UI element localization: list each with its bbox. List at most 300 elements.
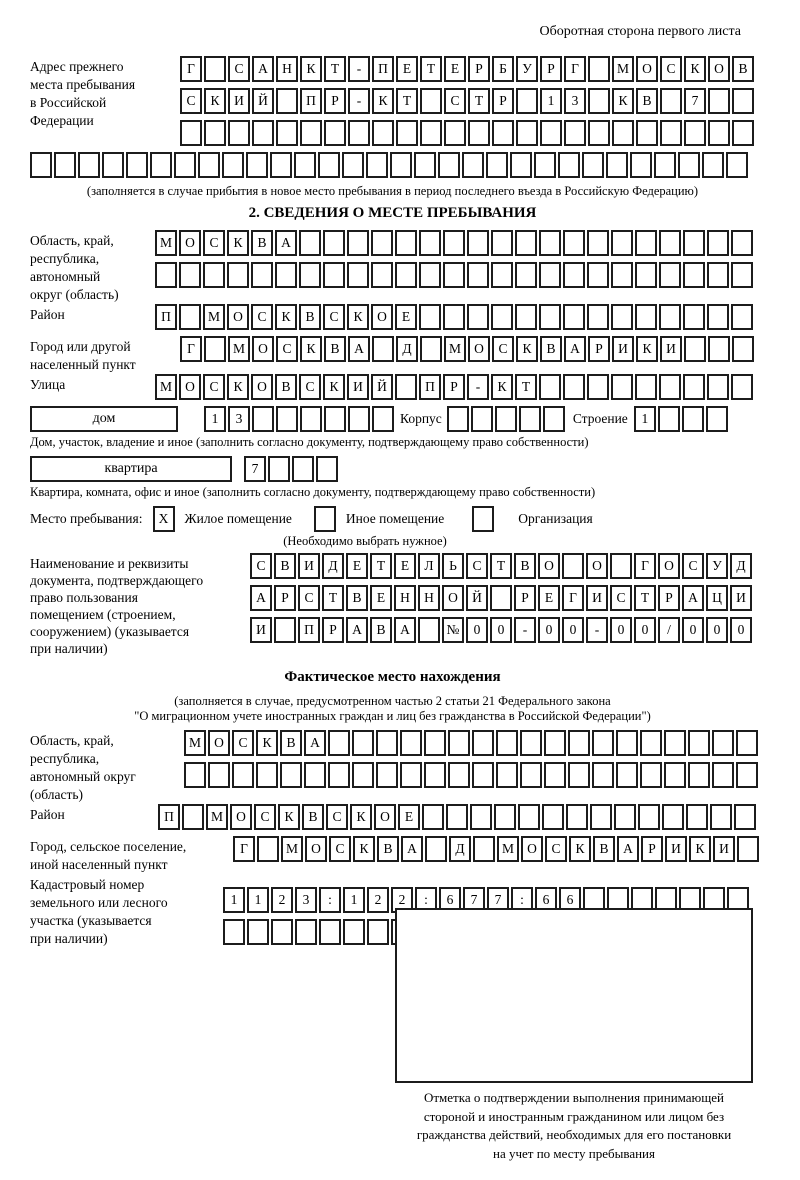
stamp-area xyxy=(395,908,753,1163)
char-cell xyxy=(587,262,609,288)
char-cell xyxy=(447,406,469,432)
char-cell: К xyxy=(372,88,394,114)
char-cell xyxy=(732,336,754,362)
char-cell: Т xyxy=(515,374,537,400)
char-cell: Ь xyxy=(442,553,464,579)
char-cell: У xyxy=(516,56,538,82)
char-cell: К xyxy=(275,304,297,330)
char-cell xyxy=(486,152,508,178)
char-cell: Е xyxy=(346,553,368,579)
char-cell xyxy=(232,762,254,788)
char-cell xyxy=(251,262,273,288)
char-cell: Л xyxy=(418,553,440,579)
char-cell xyxy=(737,836,759,862)
actual-district-block xyxy=(30,804,755,836)
char-cell xyxy=(683,304,705,330)
char-cell: Т xyxy=(490,553,512,579)
char-cell xyxy=(636,120,658,146)
char-cell: Г xyxy=(180,336,202,362)
char-cell: С xyxy=(228,56,250,82)
char-cell xyxy=(367,919,389,945)
char-cell xyxy=(515,262,537,288)
char-cell: 0 xyxy=(730,617,752,643)
char-cell xyxy=(588,88,610,114)
char-cell: Г xyxy=(233,836,255,862)
char-cell xyxy=(736,730,758,756)
option-other-premise-label: Иное помещение xyxy=(345,511,445,526)
house-number-cells xyxy=(204,406,396,432)
char-cell: Р xyxy=(322,617,344,643)
char-cell: П xyxy=(300,88,322,114)
char-cell: О xyxy=(374,804,396,830)
char-cell xyxy=(659,230,681,256)
char-cell: В xyxy=(324,336,346,362)
char-cell xyxy=(520,762,542,788)
char-cell xyxy=(612,120,634,146)
char-cell xyxy=(150,152,172,178)
char-cell xyxy=(376,730,398,756)
char-cell xyxy=(588,56,610,82)
stamp-caption: Отметка о подтверждении выполнения принимающей стороной и иностранным гражданином или лицом без гражданства действий, необходимых для его постановки на учет по месту пребывания xyxy=(416,1090,732,1161)
char-cell xyxy=(425,836,447,862)
char-cell: Р xyxy=(658,585,680,611)
char-cell xyxy=(660,120,682,146)
char-cell: 0 xyxy=(490,617,512,643)
char-cell xyxy=(658,406,680,432)
prev-address-block xyxy=(30,56,755,152)
char-cell: К xyxy=(684,56,706,82)
document-label: Наименование и реквизиты документа, подтверждающего право пользования помещением (строением, сооружением) (указывается при наличии) xyxy=(30,556,204,656)
char-cell xyxy=(683,374,705,400)
char-cell xyxy=(516,88,538,114)
korpus-label: Корпус xyxy=(400,411,442,426)
char-cell xyxy=(491,304,513,330)
char-cell: Т xyxy=(324,56,346,82)
char-cell: С xyxy=(232,730,254,756)
char-cell xyxy=(352,730,374,756)
char-cell: В xyxy=(299,304,321,330)
grid-row xyxy=(184,730,760,756)
char-cell xyxy=(682,406,704,432)
char-cell xyxy=(324,406,346,432)
char-cell: 1 xyxy=(204,406,226,432)
char-cell xyxy=(418,617,440,643)
char-cell xyxy=(420,336,442,362)
char-cell: 1 xyxy=(634,406,656,432)
char-cell xyxy=(30,152,52,178)
grid-row xyxy=(180,88,756,114)
char-cell: А xyxy=(275,230,297,256)
char-cell xyxy=(614,804,636,830)
char-cell: Д xyxy=(730,553,752,579)
char-cell xyxy=(702,152,724,178)
char-cell xyxy=(707,374,729,400)
char-cell xyxy=(558,152,580,178)
char-cell xyxy=(516,120,538,146)
document-cells xyxy=(250,553,754,649)
char-cell xyxy=(731,374,753,400)
prev-address-cells xyxy=(180,56,756,152)
checkbox-residential: X xyxy=(153,506,175,532)
char-cell xyxy=(252,406,274,432)
char-cell xyxy=(371,262,393,288)
char-cell: И xyxy=(228,88,250,114)
char-cell xyxy=(443,230,465,256)
char-cell: 3 xyxy=(228,406,250,432)
stamp-box xyxy=(395,908,753,1083)
char-cell: Е xyxy=(395,304,417,330)
grid-row xyxy=(184,762,760,788)
char-cell: 0 xyxy=(634,617,656,643)
char-cell: О xyxy=(179,230,201,256)
char-cell xyxy=(372,406,394,432)
char-cell xyxy=(543,406,565,432)
char-cell xyxy=(539,374,561,400)
option-organization-label: Организация xyxy=(518,511,593,526)
char-cell xyxy=(611,374,633,400)
actual-location-caption-1: (заполняется в случае, предусмотренном частью 2 статьи 21 Федерального закона xyxy=(174,694,611,708)
char-cell: Р xyxy=(641,836,663,862)
char-cell: С xyxy=(610,585,632,611)
char-cell: А xyxy=(250,585,272,611)
char-cell: Е xyxy=(396,56,418,82)
char-cell xyxy=(519,406,541,432)
char-cell xyxy=(323,262,345,288)
char-cell: К xyxy=(516,336,538,362)
char-cell: И xyxy=(250,617,272,643)
char-cell xyxy=(496,762,518,788)
char-cell: Т xyxy=(420,56,442,82)
char-cell: 0 xyxy=(538,617,560,643)
char-cell xyxy=(678,152,700,178)
char-cell xyxy=(390,152,412,178)
char-cell: С xyxy=(326,804,348,830)
char-cell: Д xyxy=(396,336,418,362)
actual-city-label: Город, сельское поселение, иной населенный пункт xyxy=(30,839,187,872)
char-cell: / xyxy=(658,617,680,643)
char-cell: 0 xyxy=(682,617,704,643)
char-cell: Т xyxy=(468,88,490,114)
actual-city-block xyxy=(30,836,755,874)
char-cell xyxy=(126,152,148,178)
char-cell: В xyxy=(732,56,754,82)
char-cell xyxy=(606,152,628,178)
char-cell xyxy=(256,762,278,788)
char-cell: О xyxy=(538,553,560,579)
char-cell xyxy=(204,336,226,362)
char-cell xyxy=(179,304,201,330)
char-cell xyxy=(491,230,513,256)
char-cell: О xyxy=(252,336,274,362)
street-block xyxy=(30,374,755,406)
apartment-number-cells xyxy=(244,456,340,482)
char-cell: Т xyxy=(370,553,392,579)
char-cell xyxy=(659,374,681,400)
char-cell xyxy=(563,374,585,400)
char-cell xyxy=(686,804,708,830)
char-cell xyxy=(616,730,638,756)
char-cell xyxy=(734,804,756,830)
char-cell xyxy=(352,762,374,788)
char-cell xyxy=(294,152,316,178)
char-cell xyxy=(203,262,225,288)
char-cell: 7 xyxy=(487,887,509,913)
char-cell: С xyxy=(251,304,273,330)
char-cell xyxy=(184,762,206,788)
char-cell: Е xyxy=(370,585,392,611)
char-cell xyxy=(472,730,494,756)
char-cell xyxy=(510,152,532,178)
char-cell: Р xyxy=(492,88,514,114)
char-cell xyxy=(664,762,686,788)
char-cell xyxy=(731,304,753,330)
char-cell: О xyxy=(251,374,273,400)
char-cell xyxy=(276,88,298,114)
char-cell xyxy=(515,304,537,330)
char-cell xyxy=(592,762,614,788)
region-cells xyxy=(155,230,755,294)
char-cell: М xyxy=(184,730,206,756)
char-cell: И xyxy=(586,585,608,611)
char-cell xyxy=(444,120,466,146)
char-cell: Е xyxy=(394,553,416,579)
char-cell xyxy=(587,304,609,330)
stay-type-row xyxy=(30,506,755,532)
char-cell: И xyxy=(612,336,634,362)
char-cell xyxy=(467,230,489,256)
char-cell: А xyxy=(252,56,274,82)
char-cell xyxy=(662,804,684,830)
char-cell xyxy=(419,230,441,256)
char-cell xyxy=(566,804,588,830)
char-cell: М xyxy=(203,304,225,330)
char-cell: М xyxy=(281,836,303,862)
char-cell xyxy=(400,762,422,788)
char-cell: Г xyxy=(562,585,584,611)
grid-row xyxy=(250,585,754,611)
char-cell xyxy=(276,406,298,432)
char-cell: 1 xyxy=(223,887,245,913)
char-cell: О xyxy=(227,304,249,330)
char-cell xyxy=(520,730,542,756)
char-cell: В xyxy=(274,553,296,579)
char-cell: - xyxy=(514,617,536,643)
char-cell xyxy=(492,120,514,146)
char-cell: В xyxy=(302,804,324,830)
char-cell xyxy=(592,730,614,756)
char-cell xyxy=(400,730,422,756)
char-cell: С xyxy=(492,336,514,362)
char-cell: П xyxy=(372,56,394,82)
char-cell xyxy=(568,730,590,756)
char-cell: М xyxy=(444,336,466,362)
char-cell: А xyxy=(682,585,704,611)
char-cell xyxy=(707,304,729,330)
char-cell: В xyxy=(636,88,658,114)
actual-location-caption-2: "О миграционном учете иностранных граждан и лиц без гражданства в Российской Федерации") xyxy=(134,709,651,723)
char-cell xyxy=(495,406,517,432)
char-cell xyxy=(328,730,350,756)
char-cell: Р xyxy=(274,585,296,611)
char-cell: Г xyxy=(564,56,586,82)
char-cell: 2 xyxy=(271,887,293,913)
char-cell: И xyxy=(730,585,752,611)
char-cell xyxy=(179,262,201,288)
char-cell: Г xyxy=(634,553,656,579)
char-cell: С xyxy=(323,304,345,330)
char-cell: П xyxy=(298,617,320,643)
char-cell: 0 xyxy=(610,617,632,643)
char-cell xyxy=(664,730,686,756)
char-cell xyxy=(564,120,586,146)
char-cell: О xyxy=(442,585,464,611)
char-cell xyxy=(468,120,490,146)
char-cell xyxy=(542,804,564,830)
char-cell xyxy=(318,152,340,178)
char-cell: Н xyxy=(276,56,298,82)
char-cell: К xyxy=(256,730,278,756)
char-cell: С xyxy=(254,804,276,830)
char-cell xyxy=(204,56,226,82)
char-cell xyxy=(319,919,341,945)
char-cell: П xyxy=(155,304,177,330)
char-cell xyxy=(222,152,244,178)
char-cell: О xyxy=(708,56,730,82)
actual-region-label: Область, край, республика, автономный округ (область) xyxy=(30,733,136,802)
char-cell: К xyxy=(227,230,249,256)
char-cell: К xyxy=(323,374,345,400)
char-cell xyxy=(227,262,249,288)
char-cell: К xyxy=(569,836,591,862)
char-cell xyxy=(630,152,652,178)
char-cell: - xyxy=(348,56,370,82)
char-cell xyxy=(448,730,470,756)
char-cell xyxy=(448,762,470,788)
char-cell: С xyxy=(444,88,466,114)
char-cell xyxy=(611,262,633,288)
char-cell xyxy=(706,406,728,432)
char-cell xyxy=(736,762,758,788)
char-cell xyxy=(616,762,638,788)
char-cell xyxy=(660,88,682,114)
city-label: Город или другой населенный пункт xyxy=(30,339,136,372)
char-cell: - xyxy=(467,374,489,400)
char-cell: И xyxy=(665,836,687,862)
char-cell xyxy=(710,804,732,830)
char-cell: В xyxy=(251,230,273,256)
char-cell xyxy=(635,304,657,330)
char-cell: Е xyxy=(444,56,466,82)
char-cell xyxy=(712,730,734,756)
char-cell xyxy=(491,262,513,288)
char-cell xyxy=(563,304,585,330)
char-cell: Е xyxy=(538,585,560,611)
char-cell: В xyxy=(346,585,368,611)
char-cell: А xyxy=(401,836,423,862)
grid-row xyxy=(155,262,755,288)
char-cell: О xyxy=(179,374,201,400)
char-cell xyxy=(304,762,326,788)
char-cell xyxy=(587,374,609,400)
char-cell: К xyxy=(300,56,322,82)
char-cell: Г xyxy=(180,56,202,82)
char-cell xyxy=(539,304,561,330)
char-cell xyxy=(587,230,609,256)
char-cell xyxy=(582,152,604,178)
apartment-row xyxy=(30,456,755,482)
char-cell xyxy=(342,152,364,178)
char-cell xyxy=(540,120,562,146)
actual-location-title: Фактическое место нахождения xyxy=(284,669,501,685)
checkbox-other-premise xyxy=(314,506,336,532)
char-cell xyxy=(438,152,460,178)
char-cell: 0 xyxy=(562,617,584,643)
char-cell: И xyxy=(298,553,320,579)
char-cell: 6 xyxy=(559,887,581,913)
char-cell: К xyxy=(353,836,375,862)
char-cell xyxy=(424,762,446,788)
stay-type-label: Место пребывания: xyxy=(30,511,143,526)
grid-row xyxy=(158,804,758,830)
char-cell: В xyxy=(593,836,615,862)
grid-row xyxy=(180,56,756,82)
char-cell: С xyxy=(660,56,682,82)
char-cell xyxy=(732,88,754,114)
char-cell: 1 xyxy=(247,887,269,913)
char-cell xyxy=(467,262,489,288)
char-cell: С xyxy=(276,336,298,362)
grid-row xyxy=(233,836,761,862)
char-cell xyxy=(534,152,556,178)
char-cell: М xyxy=(155,374,177,400)
char-cell xyxy=(270,152,292,178)
char-cell xyxy=(635,262,657,288)
char-cell xyxy=(707,230,729,256)
char-cell: Й xyxy=(371,374,393,400)
char-cell xyxy=(228,120,250,146)
stroenie-cells xyxy=(634,406,730,432)
char-cell: К xyxy=(300,336,322,362)
char-cell: М xyxy=(228,336,250,362)
char-cell xyxy=(366,152,388,178)
char-cell xyxy=(496,730,518,756)
char-cell xyxy=(420,88,442,114)
char-cell xyxy=(174,152,196,178)
char-cell xyxy=(395,262,417,288)
char-cell xyxy=(539,262,561,288)
char-cell xyxy=(348,120,370,146)
char-cell xyxy=(280,762,302,788)
char-cell xyxy=(300,406,322,432)
char-cell xyxy=(419,262,441,288)
char-cell: Р xyxy=(468,56,490,82)
stay-type-caption: (Необходимо выбрать нужное) xyxy=(283,534,447,548)
char-cell xyxy=(274,617,296,643)
char-cell xyxy=(299,262,321,288)
char-cell: 6 xyxy=(439,887,461,913)
page-header: Оборотная сторона первого листа xyxy=(539,24,741,39)
char-cell xyxy=(204,120,226,146)
grid-row xyxy=(155,304,755,330)
char-cell: Т xyxy=(322,585,344,611)
char-cell xyxy=(563,230,585,256)
char-cell xyxy=(562,553,584,579)
char-cell: С xyxy=(250,553,272,579)
char-cell: В xyxy=(370,617,392,643)
char-cell: К xyxy=(636,336,658,362)
cadastral-label: Кадастровый номер земельного или лесного участка (указывается при наличии) xyxy=(30,877,168,946)
char-cell: О xyxy=(208,730,230,756)
